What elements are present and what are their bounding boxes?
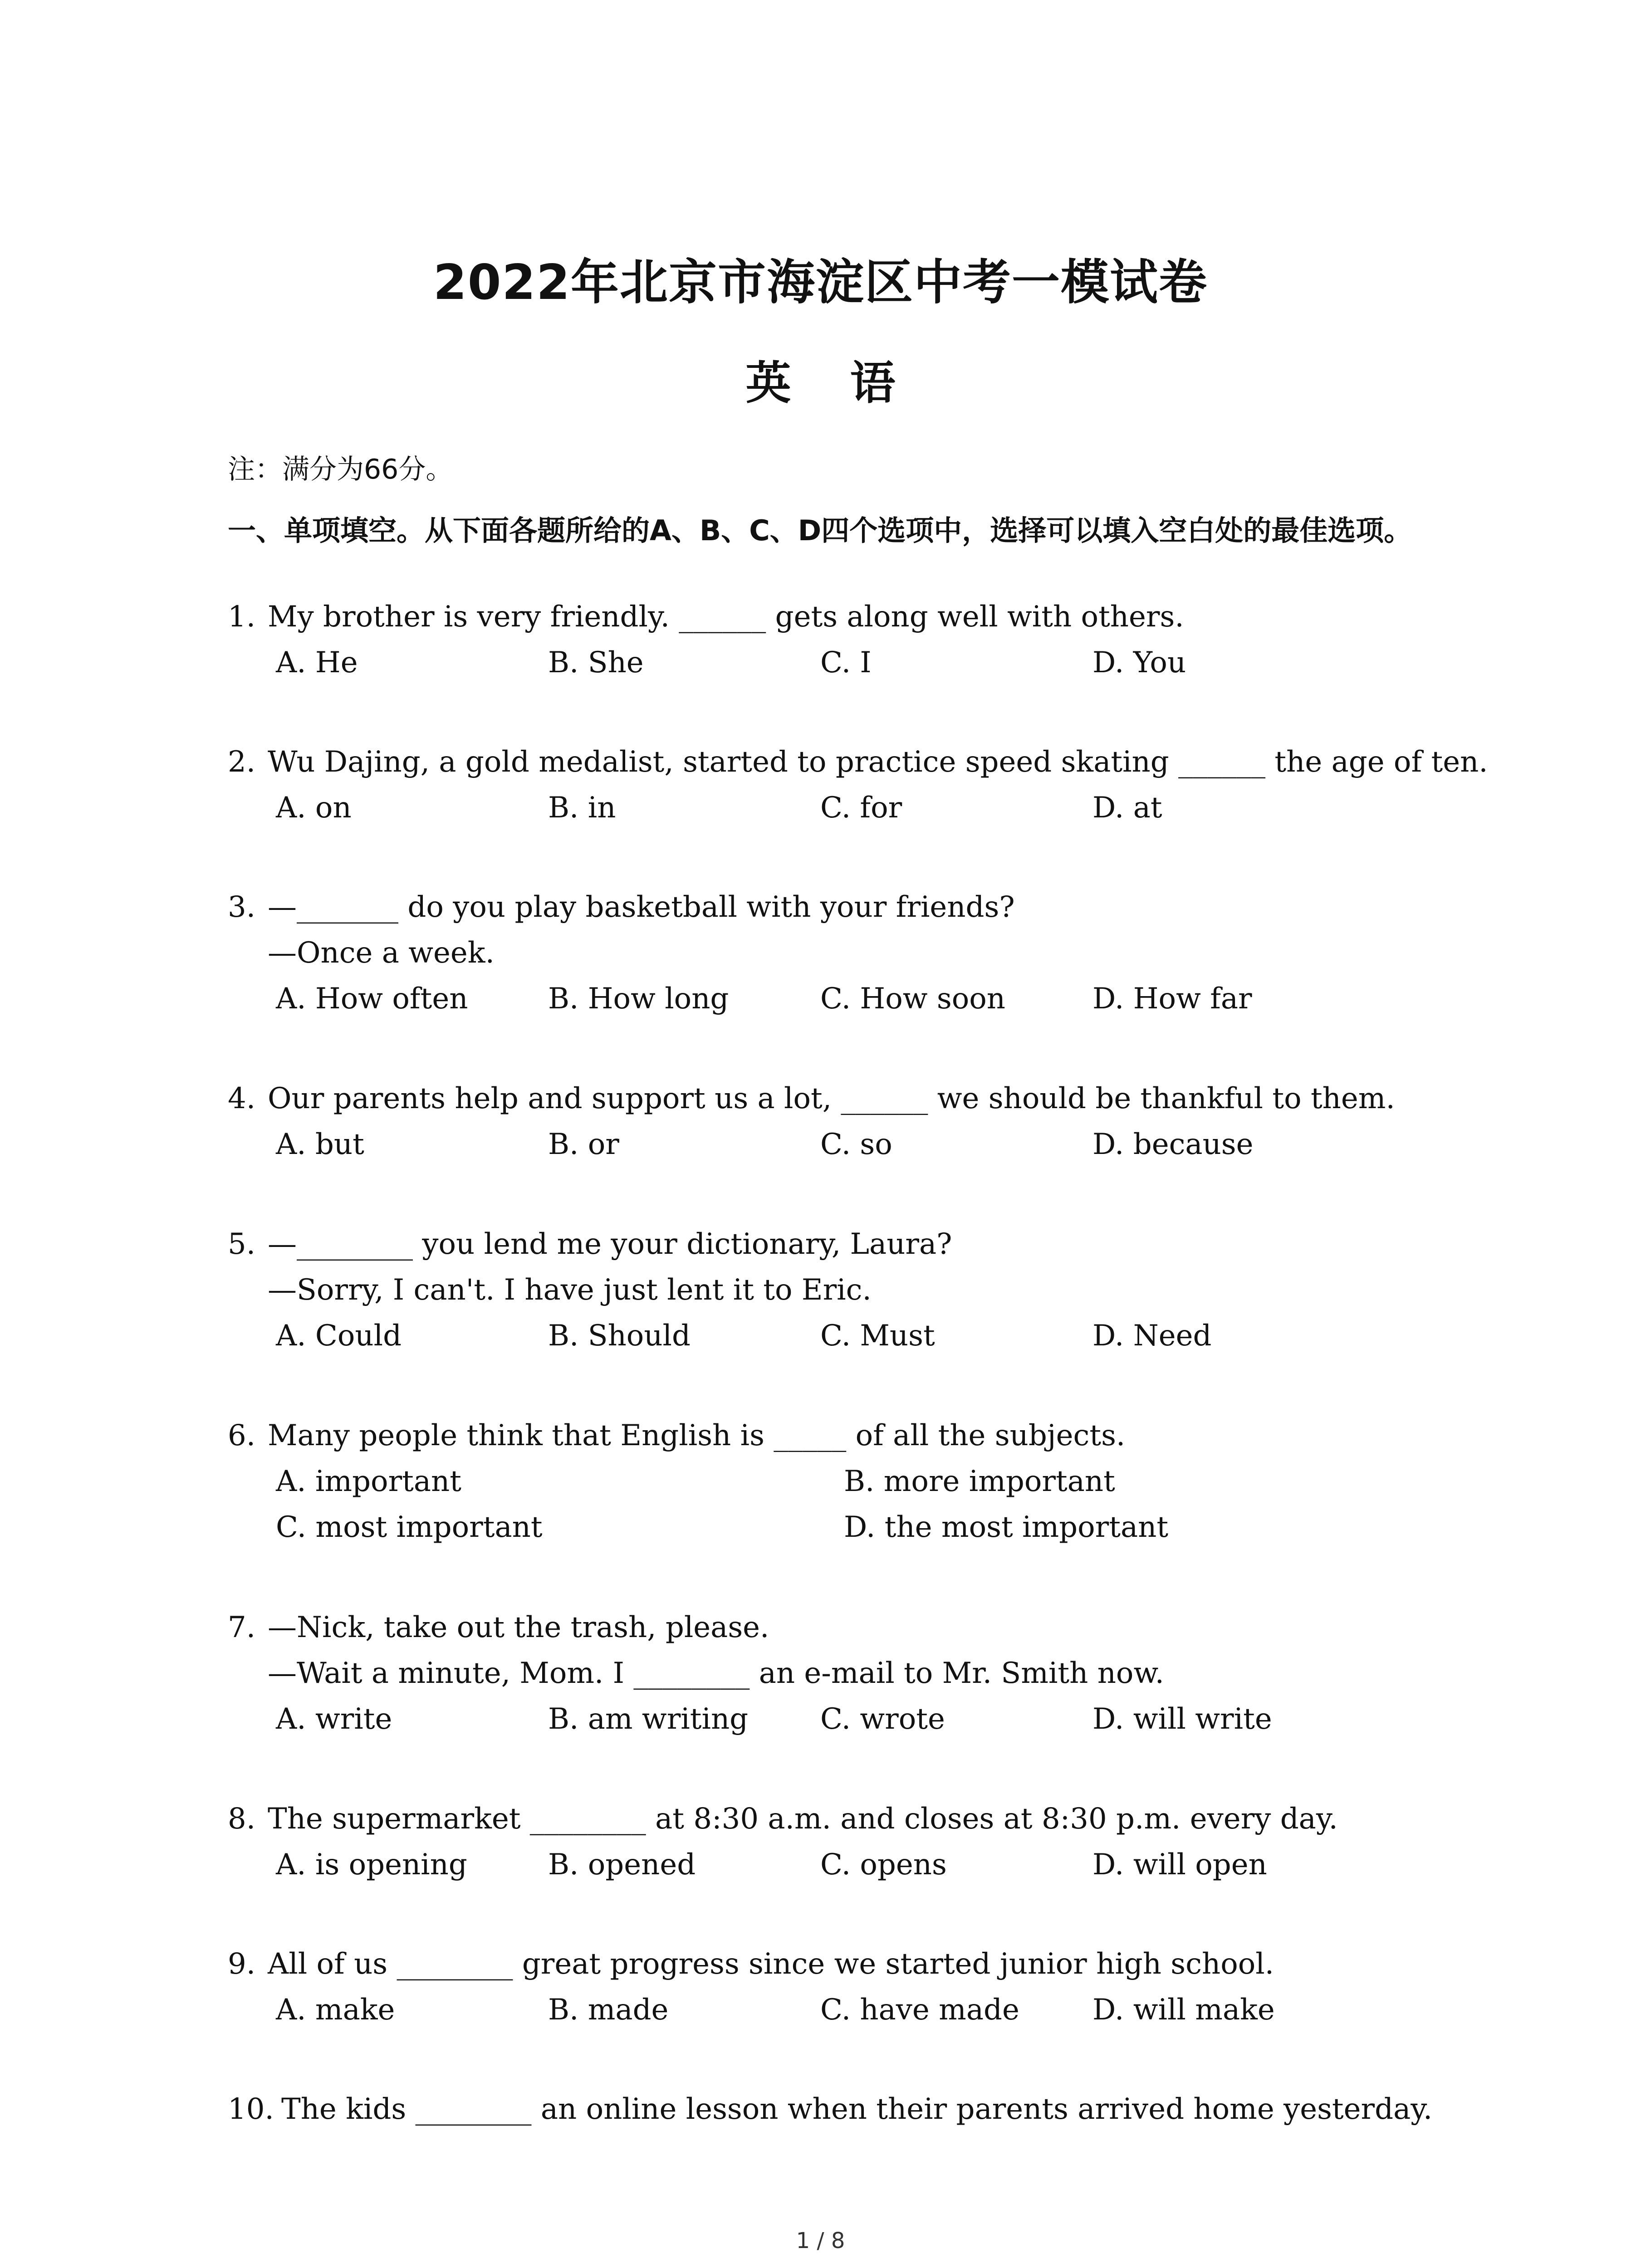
option-d: D. at <box>1092 791 1162 825</box>
question-stem: The kids ________ an online lesson when their parents arrived home yesterday. <box>281 2092 1433 2126</box>
option-d: D. will open <box>1092 1848 1267 1882</box>
question-2 <box>228 739 1566 831</box>
option-b: B. or <box>548 1128 619 1161</box>
option-b: B. more important <box>844 1465 1115 1498</box>
option-a: A. is opening <box>276 1848 467 1882</box>
option-row <box>228 1505 1566 1550</box>
question-number: 2. <box>228 745 256 779</box>
question-number: 4. <box>228 1082 256 1115</box>
option-a: A. make <box>276 1993 395 2027</box>
question-8 <box>228 1796 1566 1888</box>
option-b: B. Should <box>548 1319 691 1353</box>
option-row <box>228 1459 1566 1505</box>
section-heading: 一、单项填空。从下面各题所给的A、B、C、D四个选项中，选择可以填入空白处的最佳选项。 <box>228 514 1412 547</box>
option-row <box>228 640 1566 686</box>
question-stem: The supermarket ________ at 8:30 a.m. and closes at 8:30 p.m. every day. <box>268 1802 1338 1836</box>
dialogue-reply: —Once a week. <box>268 936 495 970</box>
option-row <box>228 976 1566 1022</box>
option-b: B. made <box>548 1993 669 2027</box>
dialogue-reply: —Wait a minute, Mom. I ________ an e-mail to Mr. Smith now. <box>268 1657 1164 1690</box>
subject-title: 英语 <box>745 357 955 410</box>
option-d: D. will make <box>1092 1993 1275 2027</box>
question-stem: Many people think that English is _____ of all the subjects. <box>268 1419 1126 1452</box>
question-7 <box>228 1605 1566 1742</box>
question-number: 9. <box>228 1947 256 1981</box>
question-stem: My brother is very friendly. ______ gets along well with others. <box>268 600 1184 634</box>
score-note: 注：满分为66分。 <box>228 454 453 485</box>
option-c: C. Must <box>820 1319 935 1353</box>
question-stem: Our parents help and support us a lot, ______ we should be thankful to them. <box>268 1082 1395 1115</box>
question-9 <box>228 1941 1566 2033</box>
option-c: C. for <box>820 791 902 825</box>
option-b: B. She <box>548 646 644 679</box>
option-d: D. Need <box>1092 1319 1212 1353</box>
option-a: A. How often <box>276 982 468 1016</box>
option-b: B. How long <box>548 982 729 1016</box>
option-b: B. in <box>548 791 616 825</box>
option-a: A. on <box>276 791 352 825</box>
option-row <box>228 1696 1566 1742</box>
option-c: C. opens <box>820 1848 947 1882</box>
page-number: 1 / 8 <box>796 2228 845 2253</box>
question-number: 7. <box>228 1611 256 1644</box>
dialogue-reply: —Sorry, I can't. I have just lent it to Eric. <box>268 1273 872 1307</box>
option-a: A. but <box>276 1128 364 1161</box>
option-row <box>228 1122 1566 1168</box>
option-c: C. wrote <box>820 1702 945 1736</box>
question-number: 3. <box>228 890 256 924</box>
question-number: 5. <box>228 1227 256 1261</box>
option-d: D. because <box>1092 1128 1254 1161</box>
question-5 <box>228 1222 1566 1359</box>
question-stem: Wu Dajing, a gold medalist, started to practice speed skating ______ the age of ten. <box>268 745 1488 779</box>
question-3 <box>228 885 1566 1022</box>
option-c: C. so <box>820 1128 892 1161</box>
option-d: D. How far <box>1092 982 1252 1016</box>
option-c: C. How soon <box>820 982 1005 1016</box>
question-stem: —________ you lend me your dictionary, Laura? <box>268 1227 952 1261</box>
question-stem: All of us ________ great progress since we started junior high school. <box>268 1947 1274 1981</box>
option-row <box>228 785 1566 831</box>
option-d: D. You <box>1092 646 1186 679</box>
exam-title: 2022年北京市海淀区中考一模试卷 <box>433 254 1208 310</box>
question-1 <box>228 594 1566 686</box>
option-d: D. the most important <box>844 1510 1169 1544</box>
question-6 <box>228 1413 1566 1550</box>
option-c: C. most important <box>276 1510 543 1544</box>
question-number: 1. <box>228 600 256 634</box>
option-b: B. opened <box>548 1848 696 1882</box>
option-c: C. have made <box>820 1993 1019 2027</box>
option-b: B. am writing <box>548 1702 749 1736</box>
question-number: 10. <box>228 2092 274 2126</box>
question-4 <box>228 1076 1566 1168</box>
option-a: A. Could <box>276 1319 402 1353</box>
option-a: A. He <box>276 646 358 679</box>
option-a: A. write <box>276 1702 392 1736</box>
question-stem: —Nick, take out the trash, please. <box>268 1611 769 1644</box>
option-c: C. I <box>820 646 872 679</box>
option-a: A. important <box>276 1465 461 1498</box>
question-10 <box>228 2087 1566 2132</box>
option-row <box>228 1842 1566 1888</box>
question-number: 8. <box>228 1802 256 1836</box>
option-d: D. will write <box>1092 1702 1272 1736</box>
question-stem: —_______ do you play basketball with your friends? <box>268 890 1015 924</box>
question-number: 6. <box>228 1419 256 1452</box>
option-row <box>228 1987 1566 2033</box>
option-row <box>228 1313 1566 1359</box>
